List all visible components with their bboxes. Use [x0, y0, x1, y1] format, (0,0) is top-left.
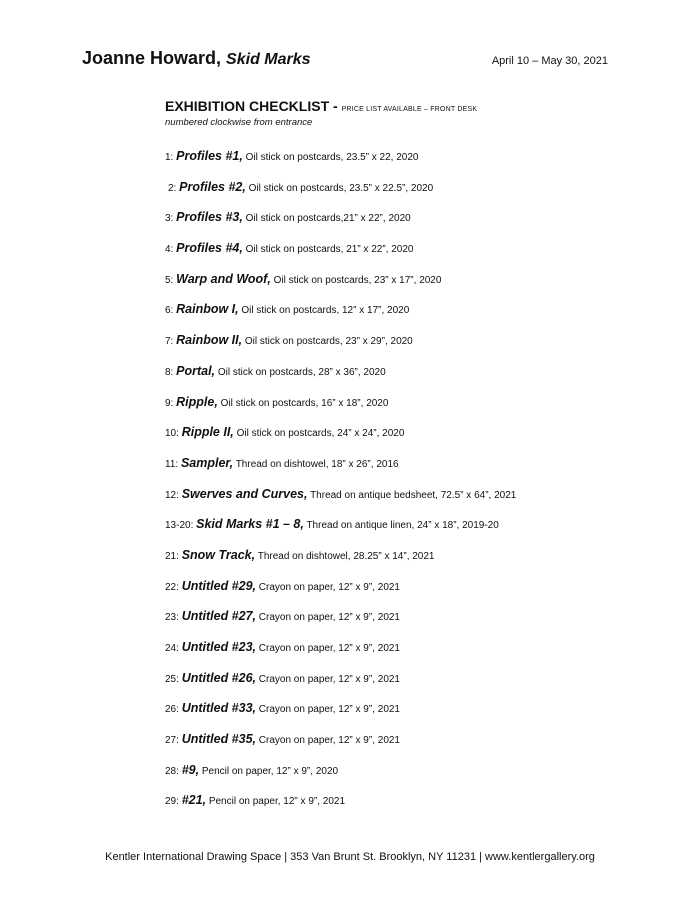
item-title: Profiles #4,	[176, 241, 243, 256]
checklist-title: EXHIBITION CHECKLIST -	[165, 98, 338, 114]
item-details: Oil stick on postcards, 23” x 17”, 2020	[273, 274, 442, 286]
item-title: Untitled #27,	[181, 609, 257, 624]
checklist-item	[165, 238, 635, 269]
artist-name: Joanne Howard,	[82, 48, 222, 68]
item-title: Untitled #26,	[181, 670, 257, 685]
item-title: Ripple,	[176, 394, 218, 409]
checklist-heading	[165, 98, 635, 116]
item-number: 5:	[165, 274, 174, 286]
item-details: Crayon on paper, 12” x 9”, 2021	[258, 612, 400, 624]
checklist-subheading: numbered clockwise from entrance	[165, 117, 313, 128]
checklist-item	[165, 177, 635, 208]
item-number: 28:	[165, 765, 179, 777]
exhibition-checklist	[165, 98, 635, 808]
checklist-item	[165, 545, 635, 576]
checklist-item	[165, 698, 635, 729]
item-details: Pencil on paper, 12” x 9”, 2020	[201, 765, 339, 777]
item-number: 1:	[165, 152, 174, 163]
item-title: #21,	[181, 793, 207, 808]
item-title: Untitled #35,	[181, 732, 257, 747]
item-details: Thread on antique bedsheet, 72.5” x 64”, 2021	[310, 489, 517, 501]
checklist-item	[165, 207, 635, 238]
item-title: Warp and Woof,	[176, 271, 271, 286]
item-details: Crayon on paper, 12” x 9”, 2021	[258, 673, 400, 685]
item-number: 10:	[165, 428, 179, 440]
checklist-item	[165, 392, 635, 423]
item-title: Untitled #33,	[181, 701, 257, 716]
item-details: Oil stick on postcards, 23” x 29”, 2020	[244, 336, 413, 348]
item-number: 13-20:	[165, 520, 194, 532]
item-title: Swerves and Curves,	[181, 486, 308, 501]
item-details: Oil stick on postcards, 23.5” x 22, 2020	[245, 152, 419, 163]
checklist-item	[165, 668, 635, 699]
checklist-item	[165, 453, 635, 484]
item-title: Untitled #29,	[181, 578, 257, 593]
gallery-footer: Kentler International Drawing Space | 353 Van Brunt St. Brooklyn, NY 11231 | www.kentlergallery.org	[105, 851, 595, 863]
item-number: 29:	[165, 796, 179, 808]
checklist-item	[165, 484, 635, 515]
item-title: Rainbow II,	[176, 333, 243, 348]
item-number: 11:	[165, 458, 179, 470]
item-number: 6:	[165, 305, 174, 317]
item-number: 23:	[165, 612, 179, 624]
item-details: Oil stick on postcards, 23.5” x 22.5”, 2020	[248, 182, 434, 194]
exhibition-title: Skid Marks	[226, 51, 311, 68]
checklist-item	[165, 361, 635, 392]
item-details: Oil stick on postcards, 16” x 18”, 2020	[220, 397, 389, 409]
item-number: 3:	[165, 213, 174, 225]
checklist-item	[165, 269, 635, 300]
item-title: Portal,	[176, 363, 216, 378]
checklist-item	[165, 422, 635, 453]
item-title: Rainbow I,	[176, 302, 239, 317]
item-title: Skid Marks #1 – 8,	[196, 517, 304, 532]
artist-line	[82, 48, 311, 69]
item-number: 4:	[165, 244, 174, 256]
exhibition-dates: April 10 – May 30, 2021	[491, 55, 608, 67]
item-title: Sampler,	[180, 455, 234, 470]
item-number: 26:	[165, 704, 179, 716]
item-details: Oil stick on postcards, 28” x 36”, 2020	[217, 366, 386, 378]
item-number: 9:	[165, 397, 174, 409]
document-header	[82, 48, 608, 76]
item-number: 2:	[168, 182, 177, 194]
item-number: 21:	[165, 550, 179, 562]
item-details: Oil stick on postcards, 12” x 17”, 2020	[241, 305, 410, 317]
item-title: Profiles #1,	[176, 149, 243, 163]
item-details: Thread on dishtowel, 18” x 26”, 2016	[235, 458, 399, 470]
item-number: 7:	[165, 336, 174, 348]
checklist-item	[165, 790, 635, 821]
checklist-item	[165, 576, 635, 607]
item-number: 24:	[165, 643, 179, 654]
item-details: Crayon on paper, 12” x 9”, 2021	[258, 704, 400, 716]
item-number: 22:	[165, 581, 179, 593]
item-number: 12:	[165, 489, 179, 501]
checklist-item	[165, 606, 635, 637]
item-details: Pencil on paper, 12” x 9”, 2021	[208, 796, 346, 808]
checklist-item	[165, 146, 635, 177]
item-details: Oil stick on postcards, 21” x 22”, 2020	[245, 244, 414, 256]
item-details: Crayon on paper, 12” x 9”, 2021	[258, 643, 400, 654]
item-details: Crayon on paper, 12” x 9”, 2021	[258, 735, 400, 747]
item-details: Thread on dishtowel, 28.25” x 14”, 2021	[257, 550, 435, 562]
checklist-item	[165, 299, 635, 330]
item-title: Profiles #2,	[179, 179, 246, 194]
item-number: 25:	[165, 673, 179, 685]
checklist-item	[165, 330, 635, 361]
checklist-item	[165, 760, 635, 791]
item-number: 27:	[165, 735, 179, 747]
checklist-item	[165, 637, 635, 668]
checklist-items	[165, 146, 635, 821]
item-number: 8:	[165, 366, 174, 378]
price-list-note: PRICE LIST AVAILABLE – FRONT DESK	[341, 106, 478, 113]
item-title: Snow Track,	[181, 547, 256, 562]
item-details: Thread on antique linen, 24” x 18”, 2019-20	[306, 520, 499, 532]
item-title: Untitled #23,	[181, 640, 257, 654]
item-title: Profiles #3,	[176, 210, 243, 225]
item-details: Crayon on paper, 12” x 9”, 2021	[258, 581, 400, 593]
item-title: Ripple II,	[181, 425, 234, 440]
item-title: #9,	[181, 762, 200, 777]
item-details: Oil stick on postcards, 24” x 24”, 2020	[236, 428, 405, 440]
item-details: Oil stick on postcards,21” x 22”, 2020	[245, 213, 411, 225]
checklist-item	[165, 514, 635, 545]
checklist-item	[165, 729, 635, 760]
